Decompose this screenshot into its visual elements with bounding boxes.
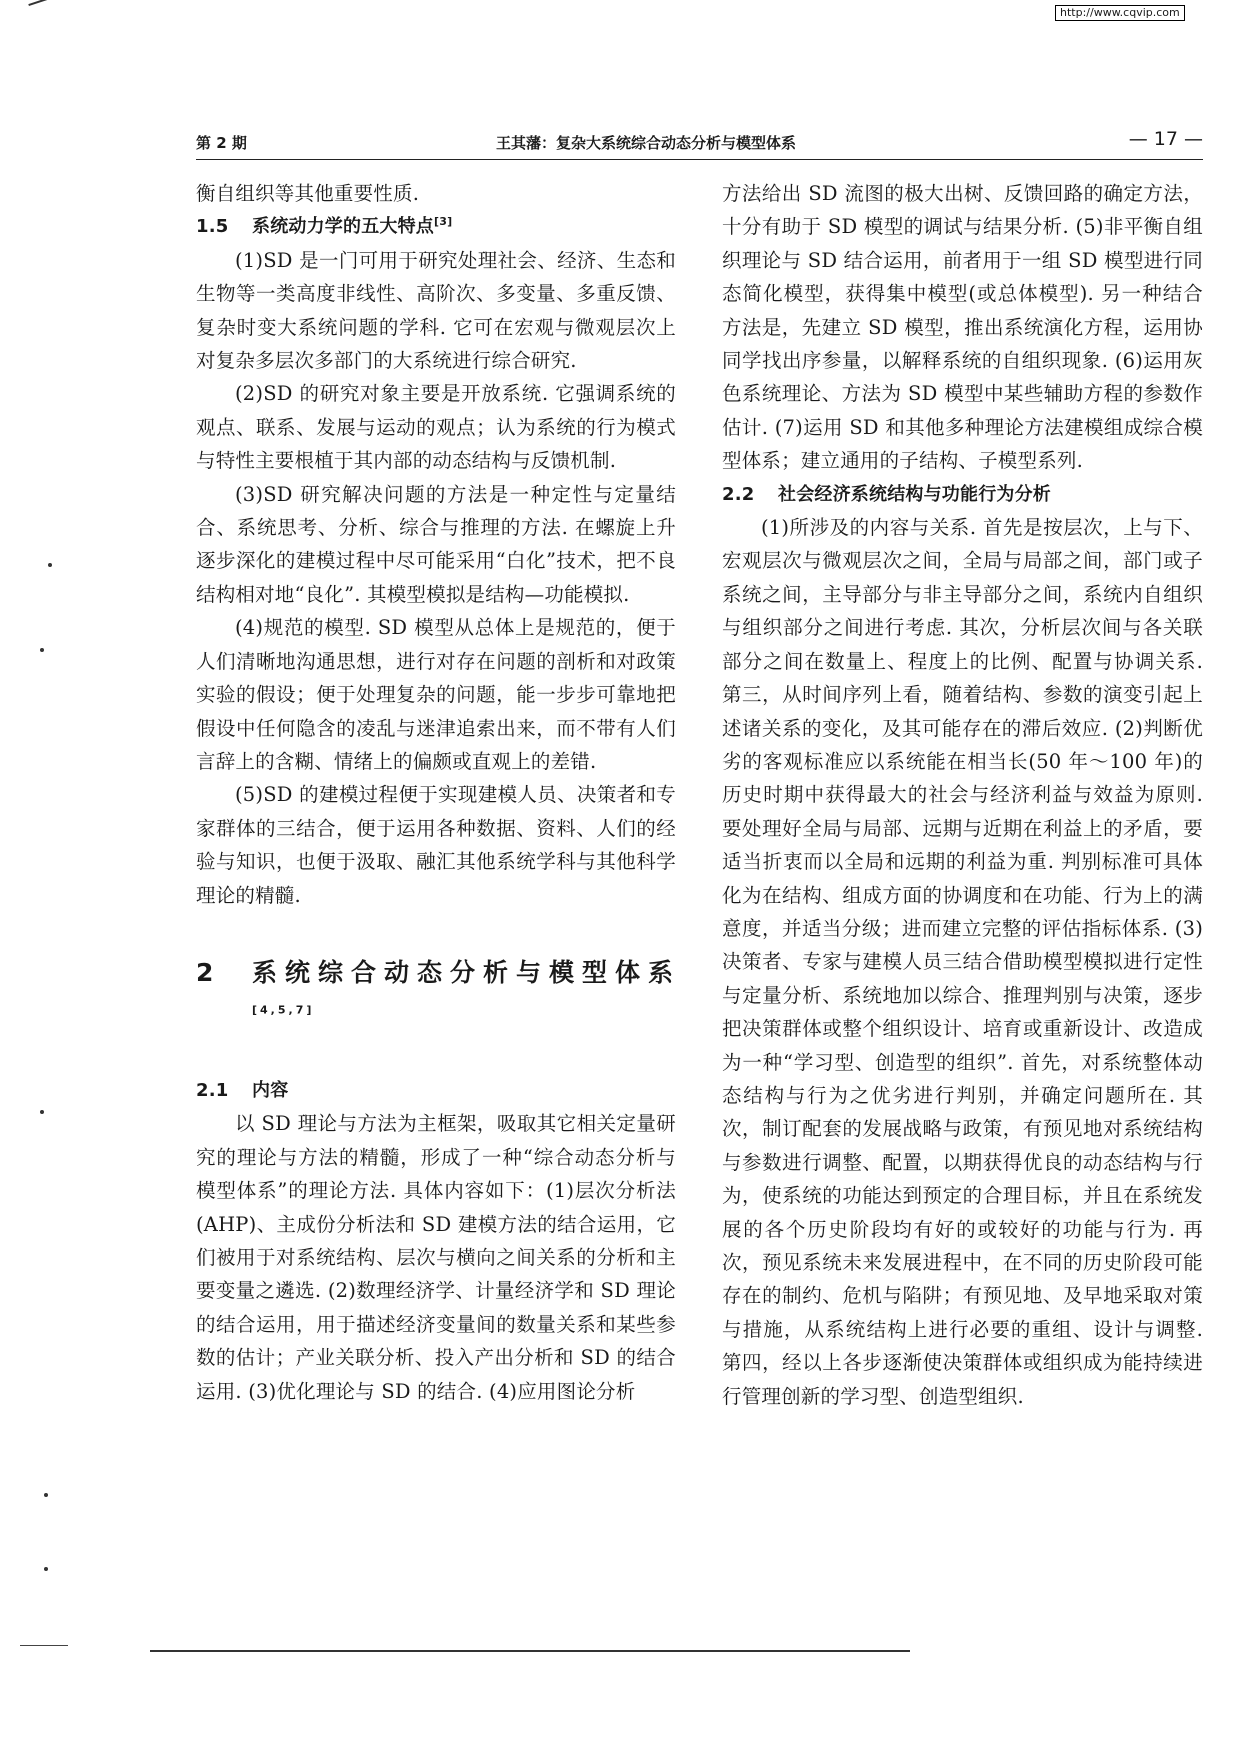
paragraph: (3)SD 研究解决问题的方法是一种定性与定量结合、系统思考、分析、综合与推理的方法. 在螺旋上升逐步深化的建模过程中尽可能采用“白化”技术，把不良结构相对地“良化”. 其模型模拟是结构—功能模拟.	[196, 482, 676, 606]
source-url-watermark: http://www.cqvip.com	[1055, 5, 1185, 21]
right-column	[722, 177, 1203, 1413]
section-title: 系统动力学的五大特点	[252, 216, 434, 238]
scan-speck	[44, 1493, 48, 1497]
left-column	[196, 177, 676, 1408]
footer-rule	[150, 1650, 910, 1652]
section-number: 2	[196, 957, 217, 987]
paragraph: (4)规范的模型. SD 模型从总体上是规范的，便于人们清晰地沟通思想，进行对存在问题的剖析和对政策实验的假设；便于处理复杂的问题，能一步步可靠地把假设中任何隐含的凌乱与迷津追索出来，而不带有人们言辞上的含糊、情绪上的偏颇或直观上的差错.	[196, 616, 676, 773]
section-number: 2.1	[196, 1079, 229, 1101]
section-number: 2.2	[722, 483, 755, 505]
section-heading-2	[196, 952, 676, 1036]
scan-speck	[44, 1567, 48, 1571]
paragraph: (5)SD 的建模过程便于实现建模人员、决策者和专家群体的三结合，便于运用各种数据、资料、人们的经验与知识，也便于汲取、融汇其他系统学科与其他科学理论的精髓.	[196, 783, 676, 907]
paragraph: (2)SD 的研究对象主要是开放系统. 它强调系统的观点、联系、发展与运动的观点；认为系统的行为模式与特性主要根植于其内部的动态结构与反馈机制.	[196, 382, 676, 473]
paragraph: 以 SD 理论与方法为主框架，吸取其它相关定量研究的理论与方法的精髓，形成了一种“综合动态分析与模型体系”的理论方法. 具体内容如下：(1)层次分析法(AHP)、主成份分析法和 SD 建模方法的结合运用，它们被用于对系统结构、层次与横向之间关系的分析和主要变量之遴选. (2)数理经济学、计量经济学和 SD 理论的结合运用，用于描述经济变量间的数量关系和某些参数的估计；产业关联分析、投入产出分析和 SD 的结合运用. (3)优化理论与 SD 的结合. (4)应用图论分析	[196, 1112, 676, 1403]
paragraph: (1)所涉及的内容与关系. 首先是按层次，上与下、宏观层次与微观层次之间，全局与局部之间，部门或子系统之间，主导部分与非主导部分之间，系统内自组织与组织部分之间进行考虑. 其次，分析层次间与各关联部分之间在数量上、程度上的比例、配置与协调关系. 第三，从时间序列上看，随着结构、参数的演变引起上述诸关系的变化，及其可能存在的滞后效应. (2)判断优劣的客观标准应以系统能在相当长(50 年～100 年)的历史时期中获得最大的社会与经济利益与效益为原则. 要处理好全局与局部、远期与近期在利益上的矛盾，要适当折衷而以全局和远期的利益为重. 判别标准可具体化为在结构、组成方面的协调度和在功能、行为上的满意度，并适当分级；进而建立完整的评估指标体系. (3)决策者、专家与建模人员三结合借助模型模拟进行定性与定量分析、系统地加以综合、推理判别与决策，逐步把决策群体或整个组织设计、培育或重新设计、改造成为一种“学习型、创造型的组织”. 首先，对系统整体动态结构与行为之优劣进行判别，并确定问题所在. 其次，制订配套的发展战略与政策，有预见地对系统结构与参数进行调整、配置，以期获得优良的动态结构与行为，使系统的功能达到预定的合理目标，并且在系统发展的各个历史阶段均有好的或较好的功能与行为. 再次，预见系统未来发展进程中，在不同的历史阶段可能存在的制约、危机与陷阱；有预见地、及早地采取对策与措施，从系统结构上进行必要的重组、设计与调整. 第四，经以上各步逐渐使决策群体或组织成为能持续进行管理创新的学习型、创造型组织.	[722, 516, 1203, 1408]
continued-paragraph: 方法给出 SD 流图的极大出树、反馈回路的确定方法，十分有助于 SD 模型的调试与结果分析. (5)非平衡自组织理论与 SD 结合运用，前者用于一组 SD 模型进行同态简化模型，获得集中模型(或总体模型). 另一种结合方法是，先建立 SD 模型，推出系统演化方程，运用协同学找出序参量，以解释系统的自组织现象. (6)运用灰色系统理论、方法为 SD 模型中某些辅助方程的参数作估计. (7)运用 SD 和其他多种理论方法建模组成综合模型体系；建立通用的子结构、子模型系列.	[722, 182, 1203, 473]
footer-mark	[20, 1645, 68, 1646]
running-title: 王其藩：复杂大系统综合动态分析与模型体系	[496, 134, 797, 152]
section-number: 1.5	[196, 216, 229, 238]
section-heading-2-1	[196, 1074, 676, 1107]
scan-speck	[40, 648, 44, 652]
paragraph: (1)SD 是一门可用于研究处理社会、经济、生态和生物等一类高度非线性、高阶次、多变量、多重反馈、复杂时变大系统问题的学科. 它可在宏观与微观层次上对复杂多层次多部门的大系统进行综合研究.	[196, 248, 676, 373]
section-heading-2-2	[722, 478, 1203, 511]
section-heading-1-5	[196, 210, 676, 243]
issue-label: 第 2 期	[196, 134, 247, 152]
citation-ref: [3]	[434, 215, 453, 229]
page-header	[196, 124, 1203, 156]
page-number: — 17 —	[1128, 128, 1203, 150]
scan-speck	[48, 563, 52, 567]
scan-corner-mark	[28, 0, 53, 6]
section-title: 社会经济系统结构与功能行为分析	[778, 483, 1051, 505]
section-title: 内容	[252, 1079, 289, 1101]
section-title: 系统综合动态分析与模型体系	[252, 957, 676, 987]
scan-speck	[40, 1110, 44, 1114]
continued-paragraph: 衡自组织等其他重要性质.	[196, 182, 420, 205]
header-rule	[196, 159, 1203, 160]
citation-ref: [4,5,7]	[252, 1003, 315, 1017]
